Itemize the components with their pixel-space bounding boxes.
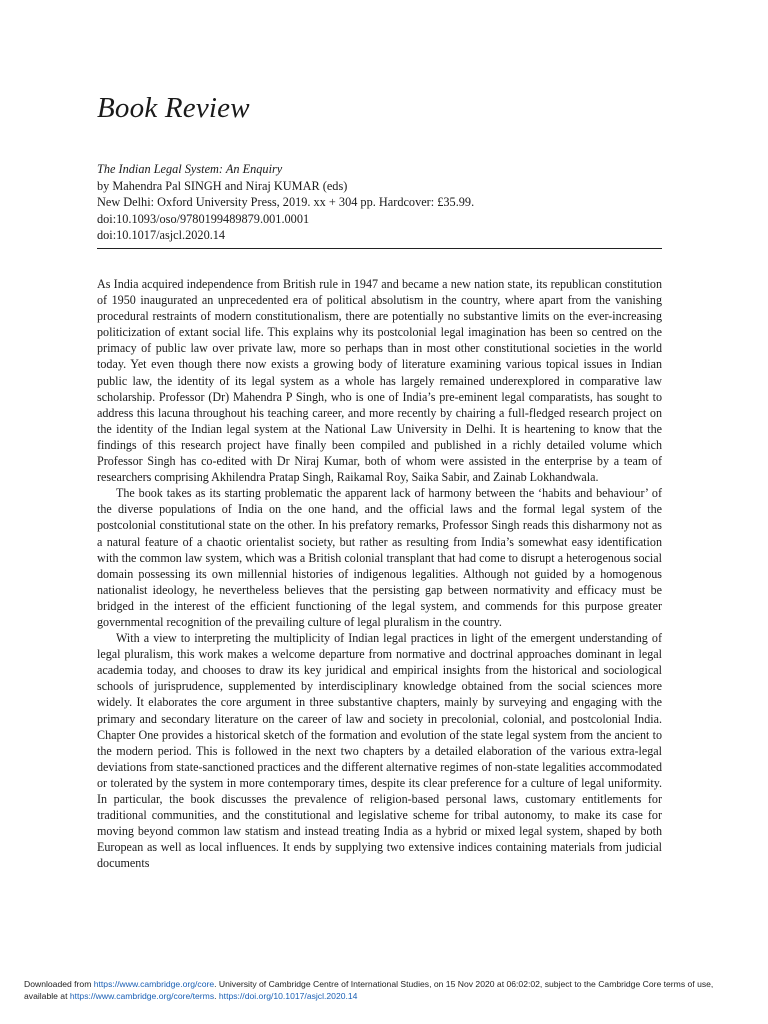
footer-middle: . University of Cambridge Centre of International Studies, on 15 Nov 2020 at 06:02:02, subject to the Cambridge Core terms of use, available at [24, 979, 714, 1001]
footer-prefix: Downloaded from [24, 979, 94, 989]
review-body [97, 276, 662, 871]
doi-link[interactable]: https://doi.org/10.1017/asjcl.2020.14 [218, 990, 358, 1001]
divider [97, 248, 662, 249]
book-publication: New Delhi: Oxford University Press, 2019. xx + 304 pp. Hardcover: £35.99. [97, 195, 475, 210]
book-doi: doi:10.1093/oso/9780199489879.001.0001 [97, 211, 310, 226]
review-doi: doi:10.1017/asjcl.2020.14 [97, 228, 226, 243]
terms-link[interactable]: https://www.cambridge.org/core/terms [69, 990, 215, 1001]
book-citation [97, 161, 662, 244]
review-paragraph: As India acquired independence from British rule in 1947 and became a new nation state, its republican constitution of 1950 inaugurated an unprecedented era of political absolutism in the country, where apart from the vanishing procedural restraints of modern constitutionalism, there are potentially no substantive limits on the ever-increasing politicization of extant social life. This explains why its postcolonial legal imagination has been so centred on the primacy of public law over private law, more so perhaps than in most other constitutional societies in the world today. Yet even though there now exists a growing body of literature examining various topical issues in Indian public law, the identity of its legal system as a whole has largely remained underexplored in comparative law scholarship. Professor (Dr) Mahendra P Singh, who is one of India’s pre-eminent legal comparatists, has sought to address this lacuna throughout his teaching career, and more recently by chairing a full-fledged research project on the identity of the Indian legal system at the National Law University in Delhi. It is heartening to know that the findings of this research project have finally been compiled and published in a richly detailed volume which Professor Singh has co-edited with Dr Niraj Kumar, both of whom were assisted in the enterprise by a team of researchers comprising Akhilendra Pratap Singh, Raikamal Roy, Saika Sabir, and Zainab Lokhandwala. [97, 277, 662, 485]
book-title: The Indian Legal System: An Enquiry [97, 162, 283, 176]
cambridge-core-link[interactable]: https://www.cambridge.org/core [93, 979, 215, 989]
page-title: Book Review [97, 92, 250, 124]
footer-separator: . [214, 990, 219, 1001]
review-paragraph: With a view to interpreting the multiplicity of Indian legal practices in light of the emergent understanding of legal pluralism, this work makes a welcome departure from normative and doctrinal approaches dominant in legal academia today, and chooses to draw its key juridical and empirical insights from the historical and sociological schools of jurisprudence, supplemented by interdisciplinary knowledge obtained from the social sciences more widely. It elaborates the core argument in three substantive chapters, mainly by surveying and engaging with the primary and secondary literature on the career of law and society in precolonial, colonial, and postcolonial India. Chapter One provides a historical sketch of the formation and evolution of the state legal system from the ancient to the modern period. This is followed in the next two chapters by a detailed elaboration of the various extra-legal deviations from state-sanctioned practices and the different alternative regimes of non-state legalities accommodated or tolerated by the system in more contemporary times, despite its clear preference for a culture of legal uniformity. In particular, the book discusses the prevalence of religion-based personal laws, customary entitlements for traditional communities, and the constitutional and legislative scheme for tribal autonomy, to make its case for moving beyond common law statism and instead treating India as a hybrid or mixed legal system, shaped by both European as well as local influences. It ends by supplying two extensive indices containing materials from judicial documents [97, 631, 662, 871]
download-footer [24, 979, 749, 1002]
book-authors: by Mahendra Pal SINGH and Niraj KUMAR (eds) [97, 178, 348, 193]
review-paragraph: The book takes as its starting problematic the apparent lack of harmony between the ‘habits and behaviour’ of the diverse populations of India on the one hand, and the official laws and the formal legal system of the postcolonial constitutional state on the other. In his prefatory remarks, Professor Singh reads this disharmony not as a natural feature of a chaotic orientalist society, but rather as resulting from India’s somewhat easy identification with the common law system, which was a British colonial transplant that had come to disrupt a heterogenous social domain possessing its own millennial histories of indigenous legalities. Although not guided by a homogenous nationalist ideology, he nevertheless believes that the persisting gap between normativity and efficacy must be bridged in the interest of the efficient functioning of the legal system, and commends for this purpose greater governmental recognition of the prevailing culture of legal pluralism in the country. [97, 486, 662, 629]
